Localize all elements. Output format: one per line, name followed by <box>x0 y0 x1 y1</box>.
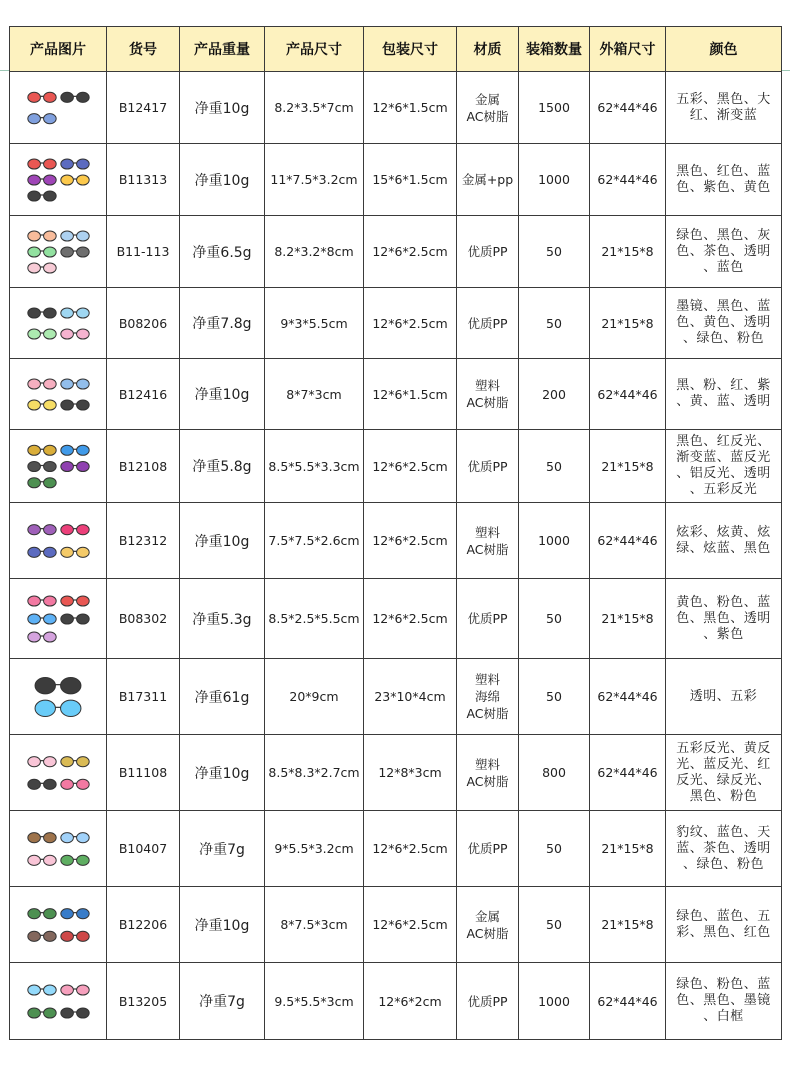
colors-cell-line: 五彩、黑色、大 <box>676 91 771 107</box>
carton-size-cell: 62*44*46 <box>590 72 666 144</box>
sku-cell: B12312 <box>107 503 180 579</box>
sunglasses-icon <box>28 908 56 918</box>
product-spec-table <box>9 26 782 1040</box>
carton-qty-cell: 1500 <box>519 72 590 144</box>
product-photo <box>15 739 101 807</box>
colors-cell-line: 、白框 <box>703 1009 744 1024</box>
sunglasses-icon <box>28 461 56 471</box>
sunglasses-icon <box>28 328 56 338</box>
product-size-cell: 8.2*3.5*7cm <box>265 72 364 144</box>
material-cell-line: 金属+pp <box>461 172 514 187</box>
table-row <box>10 144 782 216</box>
header-sku: 货号 <box>107 27 180 72</box>
sku-cell: B11108 <box>107 735 180 811</box>
sunglasses-icon <box>28 547 56 557</box>
material-cell <box>457 735 519 811</box>
header-product-size: 产品尺寸 <box>265 27 364 72</box>
colors-cell-line: 渐变蓝、蓝反光 <box>676 450 771 465</box>
sunglasses-icon <box>28 113 56 123</box>
package-size-cell: 12*6*1.5cm <box>364 72 457 144</box>
colors-cell <box>666 430 782 503</box>
material-cell-line: 优质PP <box>467 841 508 856</box>
table-row <box>10 963 782 1040</box>
product-size-cell: 7.5*7.5*2.6cm <box>265 503 364 579</box>
carton-size-cell: 62*44*46 <box>590 144 666 216</box>
sunglasses-icon <box>28 262 56 272</box>
colors-cell-line: 绿色、蓝色、五 <box>676 908 771 924</box>
sunglasses-icon <box>61 756 89 766</box>
weight-cell: 净重10g <box>180 72 265 144</box>
header-package-size: 包装尺寸 <box>364 27 457 72</box>
product-image <box>10 659 107 735</box>
material-cell-line: 优质PP <box>467 458 508 474</box>
colors-cell-line: 绿色、黑色、灰 <box>676 227 771 243</box>
sku-cell: B08302 <box>107 579 180 659</box>
product-photo <box>15 220 101 284</box>
sunglasses-icon <box>61 92 89 102</box>
product-size-cell: 9*3*5.5cm <box>265 288 364 359</box>
carton-size-cell: 21*15*8 <box>590 216 666 288</box>
product-image <box>10 430 107 503</box>
sku-cell: B12417 <box>107 72 180 144</box>
colors-cell-line: 彩、黑色、红色 <box>676 924 771 940</box>
material-cell <box>457 887 519 963</box>
carton-size-cell: 21*15*8 <box>590 887 666 963</box>
material-cell-line: 塑料 <box>474 378 500 393</box>
colors-cell-line: 黑、粉、红、紫 <box>676 378 771 393</box>
sunglasses-icon <box>28 230 56 240</box>
sunglasses-icon <box>61 246 89 256</box>
weight-cell: 净重7g <box>180 963 265 1040</box>
sunglasses-icon <box>28 399 56 409</box>
sunglasses-icon <box>61 328 89 338</box>
header-carton-qty: 装箱数量 <box>519 27 590 72</box>
sunglasses-icon <box>28 190 56 200</box>
sunglasses-icon <box>61 984 89 994</box>
product-image <box>10 216 107 288</box>
carton-size-cell: 21*15*8 <box>590 811 666 887</box>
material-cell <box>457 579 519 659</box>
carton-qty-cell: 50 <box>519 430 590 503</box>
sunglasses-icon <box>61 595 89 605</box>
product-size-cell: 8.5*2.5*5.5cm <box>265 579 364 659</box>
colors-cell <box>666 735 782 811</box>
material-cell-line: AC树脂 <box>466 541 509 557</box>
material-cell-line: 优质PP <box>467 993 508 1009</box>
package-size-cell: 23*10*4cm <box>364 659 457 735</box>
colors-cell-line: 黑色、粉色 <box>689 788 758 804</box>
weight-cell: 净重5.3g <box>180 579 265 659</box>
weight-cell: 净重10g <box>180 144 265 216</box>
sunglasses-icon <box>35 700 81 716</box>
table-row <box>10 216 782 288</box>
product-size-cell: 8.5*8.3*2.7cm <box>265 735 364 811</box>
material-cell-line: 海绵 <box>474 689 500 704</box>
material-cell <box>457 288 519 359</box>
package-size-cell: 12*6*2.5cm <box>364 503 457 579</box>
material-cell-line: 塑料 <box>474 524 500 540</box>
sunglasses-icon <box>61 524 89 534</box>
colors-cell-line: 反光、绿反光、 <box>676 772 771 788</box>
table-row <box>10 359 782 430</box>
product-image <box>10 887 107 963</box>
colors-cell <box>666 72 782 144</box>
colors-cell-line: 、紫色 <box>703 626 744 642</box>
table-row <box>10 288 782 359</box>
sunglasses-icon <box>61 378 89 388</box>
carton-size-cell: 62*44*46 <box>590 359 666 430</box>
product-photo <box>15 434 101 499</box>
sunglasses-icon <box>28 477 56 487</box>
package-size-cell: 12*6*2.5cm <box>364 811 457 887</box>
sku-cell: B12206 <box>107 887 180 963</box>
product-image <box>10 503 107 579</box>
sunglasses-icon <box>28 984 56 994</box>
sunglasses-icon <box>61 230 89 240</box>
colors-cell-line: 五彩反光、黄反 <box>676 740 771 756</box>
colors-cell <box>666 659 782 735</box>
sku-cell: B13205 <box>107 963 180 1040</box>
sunglasses-icon <box>28 855 56 865</box>
colors-cell <box>666 887 782 963</box>
sku-cell: B11-113 <box>107 216 180 288</box>
sku-cell: B10407 <box>107 811 180 887</box>
carton-qty-cell: 800 <box>519 735 590 811</box>
weight-cell: 净重7.8g <box>180 288 265 359</box>
sku-cell: B17311 <box>107 659 180 735</box>
sunglasses-icon <box>28 307 56 317</box>
sunglasses-icon <box>28 613 56 623</box>
weight-cell: 净重10g <box>180 735 265 811</box>
product-size-cell: 20*9cm <box>265 659 364 735</box>
weight-cell: 净重10g <box>180 359 265 430</box>
colors-cell-line: 豹纹、蓝色、天 <box>676 824 771 840</box>
carton-qty-cell: 50 <box>519 659 590 735</box>
product-photo <box>15 363 101 426</box>
product-image <box>10 72 107 144</box>
colors-cell-line: 、绿色、粉色 <box>682 856 764 872</box>
table-row <box>10 72 782 144</box>
product-size-cell: 9.5*5.5*3cm <box>265 963 364 1040</box>
sku-cell: B08206 <box>107 288 180 359</box>
sunglasses-icon <box>35 677 81 693</box>
table-row <box>10 887 782 963</box>
product-image <box>10 144 107 216</box>
product-photo <box>15 507 101 575</box>
product-photo <box>15 967 101 1036</box>
package-size-cell: 12*6*1.5cm <box>364 359 457 430</box>
package-size-cell: 12*6*2cm <box>364 963 457 1040</box>
colors-cell <box>666 503 782 579</box>
colors-cell <box>666 216 782 288</box>
carton-size-cell: 62*44*46 <box>590 659 666 735</box>
product-size-cell: 8.2*3.2*8cm <box>265 216 364 288</box>
material-cell-line: 优质PP <box>467 611 508 626</box>
sunglasses-icon <box>61 174 89 184</box>
colors-cell-line: 、黄、蓝、透明 <box>676 394 771 409</box>
header-colors: 颜色 <box>666 27 782 72</box>
table-row <box>10 503 782 579</box>
header-product-image: 产品图片 <box>10 27 107 72</box>
colors-cell <box>666 359 782 430</box>
product-photo <box>15 891 101 959</box>
weight-cell: 净重5.8g <box>180 430 265 503</box>
material-cell <box>457 359 519 430</box>
sunglasses-icon <box>28 756 56 766</box>
product-image <box>10 288 107 359</box>
sunglasses-icon <box>28 779 56 789</box>
colors-cell-line: 绿、炫蓝、黑色 <box>676 540 771 556</box>
colors-cell <box>666 579 782 659</box>
sunglasses-icon <box>61 908 89 918</box>
sunglasses-icon <box>28 595 56 605</box>
product-size-cell: 8*7.5*3cm <box>265 887 364 963</box>
table-row <box>10 430 782 503</box>
sunglasses-icon <box>28 246 56 256</box>
weight-cell: 净重10g <box>180 503 265 579</box>
material-cell-line: 优质PP <box>467 244 508 259</box>
weight-cell: 净重7g <box>180 811 265 887</box>
product-image <box>10 579 107 659</box>
sku-cell: B12416 <box>107 359 180 430</box>
carton-size-cell: 21*15*8 <box>590 288 666 359</box>
carton-size-cell: 62*44*46 <box>590 963 666 1040</box>
package-size-cell: 12*6*2.5cm <box>364 579 457 659</box>
colors-cell-line: 色、紫色、黄色 <box>676 179 771 195</box>
carton-qty-cell: 50 <box>519 887 590 963</box>
sunglasses-icon <box>28 832 56 842</box>
carton-qty-cell: 1000 <box>519 963 590 1040</box>
colors-cell-line: 色、黑色、墨镜 <box>676 993 771 1008</box>
sunglasses-icon <box>28 524 56 534</box>
colors-cell-line: 、铝反光、透明 <box>676 466 771 481</box>
product-photo <box>15 148 101 212</box>
carton-qty-cell: 50 <box>519 811 590 887</box>
product-photo <box>15 815 101 883</box>
carton-size-cell: 21*15*8 <box>590 579 666 659</box>
colors-cell <box>666 811 782 887</box>
material-cell <box>457 216 519 288</box>
sunglasses-icon <box>61 832 89 842</box>
sunglasses-icon <box>61 399 89 409</box>
colors-cell-line: 、蓝色 <box>703 259 744 275</box>
package-size-cell: 15*6*1.5cm <box>364 144 457 216</box>
material-cell-line: 塑料 <box>474 672 500 687</box>
product-size-cell: 9*5.5*3.2cm <box>265 811 364 887</box>
sunglasses-icon <box>28 174 56 184</box>
sunglasses-icon <box>61 855 89 865</box>
weight-cell: 净重6.5g <box>180 216 265 288</box>
sunglasses-icon <box>61 461 89 471</box>
colors-cell-line: 红、渐变蓝 <box>689 107 758 123</box>
product-size-cell: 8*7*3cm <box>265 359 364 430</box>
carton-size-cell: 62*44*46 <box>590 735 666 811</box>
table-row <box>10 579 782 659</box>
product-image <box>10 811 107 887</box>
material-cell <box>457 144 519 216</box>
product-photo <box>15 583 101 655</box>
material-cell-line: AC树脂 <box>466 706 509 721</box>
sunglasses-icon <box>61 931 89 941</box>
colors-cell-line: 墨镜、黑色、蓝 <box>676 299 771 314</box>
material-cell-line: AC树脂 <box>466 395 509 410</box>
sunglasses-icon <box>61 158 89 168</box>
header-carton-size: 外箱尺寸 <box>590 27 666 72</box>
package-size-cell: 12*8*3cm <box>364 735 457 811</box>
material-cell-line: AC树脂 <box>466 108 509 124</box>
carton-qty-cell: 50 <box>519 216 590 288</box>
colors-cell-line: 光、蓝反光、红 <box>676 756 771 772</box>
sunglasses-icon <box>61 307 89 317</box>
carton-size-cell: 21*15*8 <box>590 430 666 503</box>
sunglasses-icon <box>28 445 56 455</box>
colors-cell-line: 炫彩、炫黄、炫 <box>676 524 771 540</box>
colors-cell-line: 、绿色、粉色 <box>682 331 764 346</box>
table-header-row <box>10 27 782 72</box>
sunglasses-icon <box>61 613 89 623</box>
product-photo <box>15 292 101 355</box>
table-row <box>10 735 782 811</box>
sunglasses-icon <box>28 631 56 641</box>
material-cell <box>457 659 519 735</box>
colors-cell <box>666 963 782 1040</box>
product-photo <box>15 663 101 731</box>
package-size-cell: 12*6*2.5cm <box>364 430 457 503</box>
product-photo <box>15 76 101 140</box>
product-size-cell: 8.5*5.5*3.3cm <box>265 430 364 503</box>
table-body <box>10 72 782 1040</box>
header-weight: 产品重量 <box>180 27 265 72</box>
colors-cell-line: 黑色、红反光、 <box>676 434 771 449</box>
material-cell-line: AC树脂 <box>466 925 509 941</box>
colors-cell-line: 蓝、茶色、透明 <box>676 840 771 856</box>
sunglasses-icon <box>28 158 56 168</box>
colors-cell-line: 绿色、粉色、蓝 <box>676 977 771 992</box>
material-cell-line: AC树脂 <box>466 773 509 789</box>
table-row <box>10 659 782 735</box>
sunglasses-icon <box>28 378 56 388</box>
colors-cell-line: 黑色、红色、蓝 <box>676 163 771 179</box>
weight-cell: 净重10g <box>180 887 265 963</box>
product-image <box>10 735 107 811</box>
material-cell-line: 塑料 <box>474 756 500 772</box>
material-cell <box>457 811 519 887</box>
material-cell <box>457 503 519 579</box>
sunglasses-icon <box>61 445 89 455</box>
colors-cell-line: 色、黄色、透明 <box>676 315 771 330</box>
sunglasses-icon <box>28 92 56 102</box>
package-size-cell: 12*6*2.5cm <box>364 288 457 359</box>
colors-cell-line: 黄色、粉色、蓝 <box>676 594 771 610</box>
weight-cell: 净重61g <box>180 659 265 735</box>
material-cell <box>457 963 519 1040</box>
carton-qty-cell: 1000 <box>519 144 590 216</box>
header-material: 材质 <box>457 27 519 72</box>
table-row <box>10 811 782 887</box>
colors-cell <box>666 288 782 359</box>
product-size-cell: 11*7.5*3.2cm <box>265 144 364 216</box>
colors-cell-line: 、五彩反光 <box>689 482 758 497</box>
sunglasses-icon <box>61 779 89 789</box>
carton-qty-cell: 50 <box>519 579 590 659</box>
sunglasses-icon <box>61 1007 89 1017</box>
material-cell-line: 金属 <box>474 908 500 924</box>
carton-qty-cell: 1000 <box>519 503 590 579</box>
material-cell-line: 金属 <box>474 91 500 107</box>
material-cell-line: 优质PP <box>467 315 508 331</box>
product-image <box>10 963 107 1040</box>
carton-qty-cell: 200 <box>519 359 590 430</box>
sunglasses-icon <box>28 931 56 941</box>
package-size-cell: 12*6*2.5cm <box>364 887 457 963</box>
sunglasses-icon <box>28 1007 56 1017</box>
carton-qty-cell: 50 <box>519 288 590 359</box>
colors-cell-line: 色、茶色、透明 <box>676 243 771 259</box>
colors-cell-line: 色、黑色、透明 <box>676 610 771 626</box>
material-cell <box>457 72 519 144</box>
colors-cell <box>666 144 782 216</box>
sku-cell: B11313 <box>107 144 180 216</box>
package-size-cell: 12*6*2.5cm <box>364 216 457 288</box>
colors-cell-line: 透明、五彩 <box>689 688 758 704</box>
sku-cell: B12108 <box>107 430 180 503</box>
material-cell <box>457 430 519 503</box>
carton-size-cell: 62*44*46 <box>590 503 666 579</box>
product-image <box>10 359 107 430</box>
sunglasses-icon <box>61 547 89 557</box>
